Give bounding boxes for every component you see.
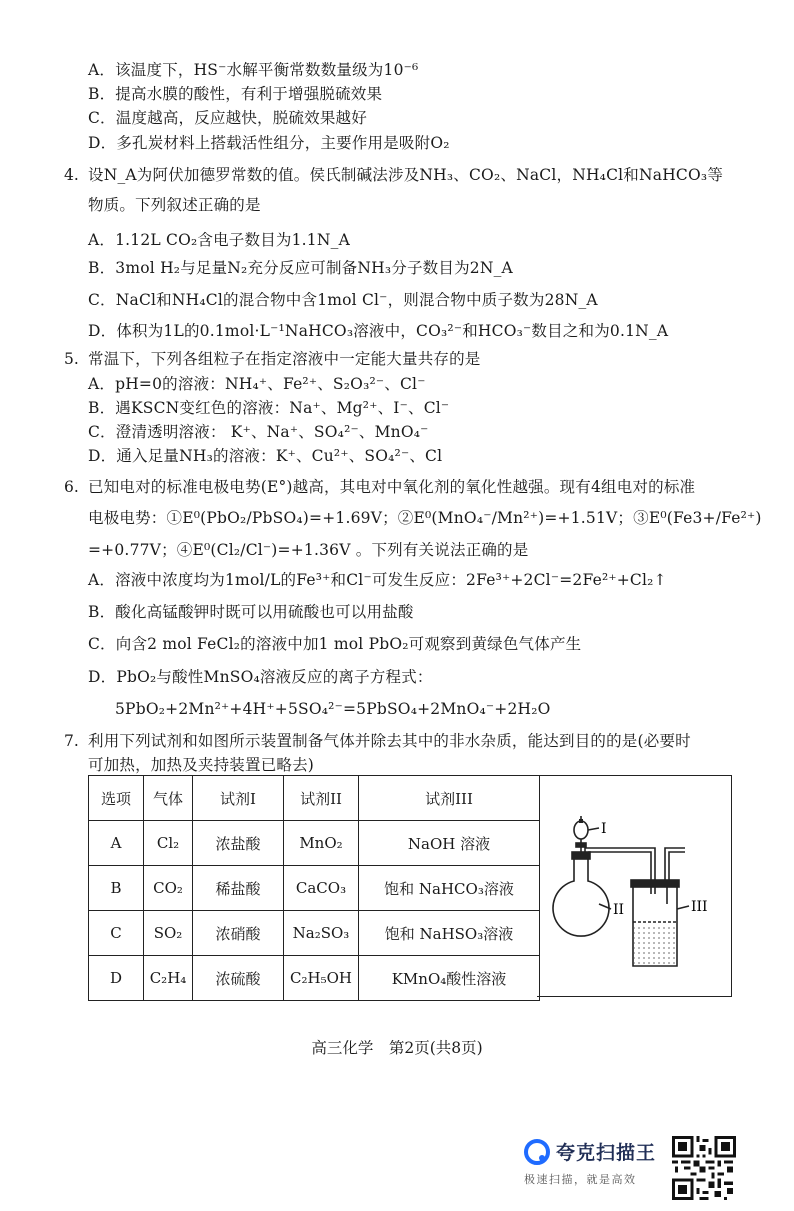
q7-stem-2: 可加热，加热及夹持装置已略去) bbox=[88, 756, 315, 774]
table-cell: 稀盐酸 bbox=[193, 866, 284, 911]
table-cell: A bbox=[89, 821, 144, 866]
table-cell: C bbox=[89, 911, 144, 956]
table-cell: 浓硫酸 bbox=[193, 956, 284, 1001]
apparatus-figure-cell bbox=[537, 775, 732, 997]
q6-option-a: A．溶液中浓度均为1mol/L的Fe³⁺和Cl⁻可发生反应：2Fe³⁺+2Cl⁻=2Fe²⁺+Cl₂↑ bbox=[88, 571, 667, 589]
round-bottom-flask bbox=[553, 858, 609, 936]
q5-number: 5. bbox=[64, 350, 79, 368]
q4-option-d: D．体积为1L的0.1mol·L⁻¹NaHCO₃溶液中，CO₃²⁻和HCO₃⁻数目之和为0.1N_A bbox=[88, 322, 669, 340]
bottle-stopper bbox=[631, 880, 679, 887]
apparatus-diagram bbox=[537, 776, 732, 998]
table-header-cell: 试剂II bbox=[284, 776, 359, 821]
q5-option-c: C．澄清透明溶液： K⁺、Na⁺、SO₄²⁻、MnO₄⁻ bbox=[88, 423, 429, 441]
stopcock bbox=[576, 843, 586, 847]
q6-stem-2: 电极电势：①E⁰(PbO₂/PbSO₄)=+1.69V；②E⁰(MnO₄⁻/Mn²⁺)=+1.51V；③E⁰(Fe3+/Fe²⁺) bbox=[88, 509, 762, 527]
separatory-funnel-bulb bbox=[574, 821, 588, 839]
reagent-table bbox=[88, 775, 540, 1001]
q4-stem-2: 物质。下列叙述正确的是 bbox=[88, 196, 261, 214]
q5-stem: 常温下，下列各组粒子在指定溶液中一定能大量共存的是 bbox=[88, 350, 481, 368]
page-footer: 高三化学 第2页(共8页) bbox=[311, 1039, 483, 1057]
table-cell: Na₂SO₃ bbox=[284, 911, 359, 956]
table-row bbox=[89, 911, 540, 956]
scanner-watermark bbox=[524, 1138, 674, 1187]
table-cell: 饱和 NaHSO₃溶液 bbox=[359, 911, 540, 956]
q3-option-b: B．提高水膜的酸性，有利于增强脱硫效果 bbox=[88, 85, 383, 103]
table-cell: KMnO₄酸性溶液 bbox=[359, 956, 540, 1001]
quark-logo-icon bbox=[524, 1139, 550, 1165]
table-row bbox=[89, 866, 540, 911]
label-reagent-2: II bbox=[613, 902, 625, 918]
table-cell: C₂H₄ bbox=[144, 956, 193, 1001]
q6-stem-1: 已知电对的标准电极电势(E°)越高，其电对中氧化剂的氧化性越强。现有4组电对的标准 bbox=[88, 478, 696, 496]
table-cell: MnO₂ bbox=[284, 821, 359, 866]
table-cell: CO₂ bbox=[144, 866, 193, 911]
table-header-cell: 试剂I bbox=[193, 776, 284, 821]
table-cell: CaCO₃ bbox=[284, 866, 359, 911]
q6-option-b: B．酸化高锰酸钾时既可以用硫酸也可以用盐酸 bbox=[88, 603, 414, 621]
q4-stem-1: 设N_A为阿伏加德罗常数的值。侯氏制碱法涉及NH₃、CO₂、NaCl，NH₄Cl和NaHCO₃等 bbox=[88, 166, 724, 184]
table-cell: Cl₂ bbox=[144, 821, 193, 866]
table-header-cell: 试剂III bbox=[359, 776, 540, 821]
label-reagent-1: I bbox=[601, 821, 607, 837]
q3-option-d: D．多孔炭材料上搭载活性组分，主要作用是吸附O₂ bbox=[88, 134, 450, 152]
q4-number: 4. bbox=[64, 166, 79, 184]
q6-option-d: D．PbO₂与酸性MnSO₄溶液反应的离子方程式： bbox=[88, 668, 433, 686]
brand-name: 夸克扫描王 bbox=[556, 1142, 657, 1164]
q6-stem-3: =+0.77V；④E⁰(Cl₂/Cl⁻)=+1.36V 。下列有关说法正确的是 bbox=[88, 541, 529, 559]
q5-option-a: A．pH=0的溶液：NH₄⁺、Fe²⁺、S₂O₃²⁻、Cl⁻ bbox=[88, 375, 426, 393]
q7-stem-1: 利用下列试剂和如图所示装置制备气体并除去其中的非水杂质，能达到目的的是(必要时 bbox=[88, 732, 691, 750]
q6-number: 6. bbox=[64, 478, 79, 496]
brand-slogan: 极速扫描，就是高效 bbox=[524, 1173, 637, 1186]
q4-option-b: B．3mol H₂与足量N₂充分反应可制备NH₃分子数目为2N_A bbox=[88, 259, 513, 277]
table-cell: 浓盐酸 bbox=[193, 821, 284, 866]
q3-option-a: A．该温度下，HS⁻水解平衡常数数量级为10⁻⁶ bbox=[88, 61, 419, 79]
q4-option-c: C．NaCl和NH₄Cl的混合物中含1mol Cl⁻，则混合物中质子数为28N_A bbox=[88, 291, 598, 309]
table-cell: NaOH 溶液 bbox=[359, 821, 540, 866]
table-cell: 饱和 NaHCO₃溶液 bbox=[359, 866, 540, 911]
table-cell: D bbox=[89, 956, 144, 1001]
table-row bbox=[89, 821, 540, 866]
table-header-cell: 选项 bbox=[89, 776, 144, 821]
q6-option-d-equation: 5PbO₂+2Mn²⁺+4H⁺+5SO₄²⁻=5PbSO₄+2MnO₄⁻+2H₂O bbox=[115, 700, 551, 718]
q5-option-d: D．通入足量NH₃的溶液：K⁺、Cu²⁺、SO₄²⁻、Cl bbox=[88, 447, 443, 465]
q7-number: 7. bbox=[64, 732, 79, 750]
q6-option-c: C．向含2 mol FeCl₂的溶液中加1 mol PbO₂可观察到黄绿色气体产生 bbox=[88, 635, 582, 653]
q3-option-c: C．温度越高，反应越快，脱硫效果越好 bbox=[88, 109, 367, 127]
flask-stopper bbox=[572, 852, 590, 859]
table-cell: C₂H₅OH bbox=[284, 956, 359, 1001]
q5-option-b: B．遇KSCN变红色的溶液：Na⁺、Mg²⁺、I⁻、Cl⁻ bbox=[88, 399, 450, 417]
table-cell: 浓硝酸 bbox=[193, 911, 284, 956]
q4-option-a: A．1.12L CO₂含电子数目为1.1N_A bbox=[88, 231, 350, 249]
table-header-row bbox=[89, 776, 540, 821]
table-row bbox=[89, 956, 540, 1001]
qr-code-icon bbox=[672, 1136, 736, 1200]
table-cell: SO₂ bbox=[144, 911, 193, 956]
label-reagent-3: III bbox=[691, 899, 708, 915]
table-cell: B bbox=[89, 866, 144, 911]
table-header-cell: 气体 bbox=[144, 776, 193, 821]
